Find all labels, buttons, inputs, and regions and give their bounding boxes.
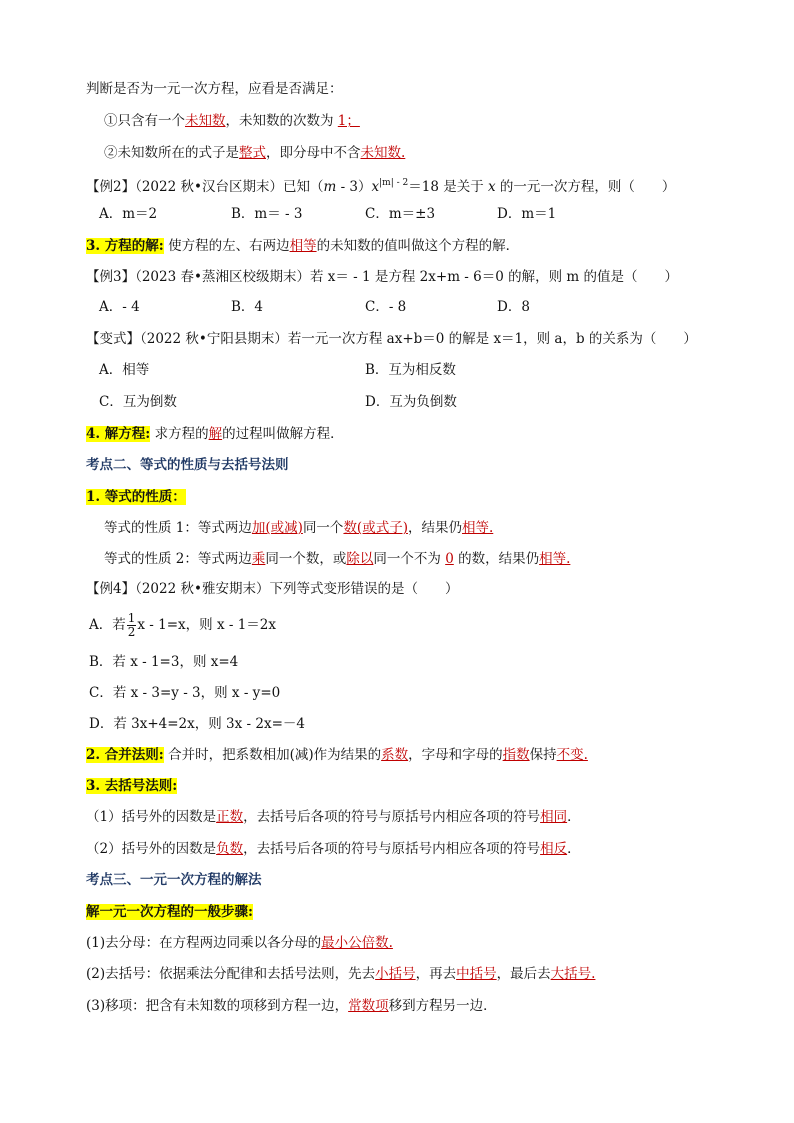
step-1: (1)去分母：在方程两边同乘以各分母的最小公倍数. <box>86 935 393 951</box>
property-2: 等式的性质 2：等式两边乘同一个数，或除以同一个不为 0 的数，结果仍相等. <box>104 551 571 567</box>
option-c: C．互为倒数 <box>99 394 177 410</box>
example-4-option-c: C．若 x - 3=y - 3，则 x - y=0 <box>89 685 281 701</box>
intro-text: 判断是否为一元一次方程，应看是否满足： <box>86 81 343 97</box>
example-4-option-a: A．若 $\frac{1}{2}$ x - 1=x，则 x - 1＝2x <box>89 611 277 639</box>
fraction: $\frac{1}{2}$ <box>127 611 136 639</box>
option-c: C．- 8 <box>365 299 407 315</box>
example-4-option-b: B．若 x - 1=3，则 x=4 <box>89 654 239 670</box>
merge-rule: 2. 合并法则: 合并时，把系数相加(减)作为结果的系数，字母和字母的指数保持不变. <box>86 747 588 763</box>
option-a: A．- 4 <box>99 299 140 315</box>
option-b: B．互为相反数 <box>365 362 456 378</box>
option-a: A．m＝2 <box>99 206 158 222</box>
properties-title: 1. 等式的性质： <box>86 489 186 505</box>
option-c: C．m＝±3 <box>365 206 436 222</box>
bracket-rule-1: （1）括号外的因数是正数，去括号后各项的符号与原括号内相应各项的符号相同． <box>86 809 581 825</box>
section-heading-2: 考点二、等式的性质与去括号法则 <box>86 457 289 473</box>
option-b: B．m＝ - 3 <box>231 206 303 222</box>
solve-definition: 4. 解方程: 求方程的解的过程叫做解方程． <box>86 426 344 442</box>
option-d: D．8 <box>497 299 530 315</box>
option-a: A．相等 <box>99 362 150 378</box>
solution-definition: 3. 方程的解: 使方程的左、右两边相等的未知数的值叫做这个方程的解． <box>86 238 520 254</box>
property-1: 等式的性质 1：等式两边加(或减)同一个数(或式子)，结果仍相等. <box>104 520 494 536</box>
example-3-question: 【例3】（2023 春•蒸湘区校级期末）若 x＝ - 1 是方程 2x+m - 6＝0 的解，则 m 的值是（ ） <box>86 269 678 285</box>
example-4-option-d: D．若 3x+4=2x，则 3x - 2x=－4 <box>89 716 305 732</box>
step-3: (3)移项：把含有未知数的项移到方程一边，常数项移到方程另一边． <box>86 998 497 1014</box>
variant-question: 【变式】（2022 秋•宁阳县期末）若一元一次方程 ax+b＝0 的解是 x＝1，则 a，b 的关系为（ ） <box>86 331 697 347</box>
bracket-rule-2: （2）括号外的因数是负数，去括号后各项的符号与原括号内相应各项的符号相反． <box>86 841 581 857</box>
option-d: D．互为负倒数 <box>365 394 457 410</box>
condition-1: ①只含有一个未知数，未知数的次数为 1； <box>104 113 360 129</box>
example-2-question: 【例2】（2022 秋•汉台区期末）已知$(m - 3)x^{|m| - 2}=18$ 是关于 x 的一元一次方程，则（ ） <box>86 178 676 195</box>
section-heading-3: 考点三、一元一次方程的解法 <box>86 872 262 888</box>
example-4-question: 【例4】（2022 秋•雅安期末）下列等式变形错误的是（ ） <box>86 581 459 597</box>
steps-title: 解一元一次方程的一般步骤: <box>86 904 253 920</box>
option-b: B．4 <box>231 299 264 315</box>
option-d: D．m＝1 <box>497 206 557 222</box>
bracket-rules-title: 3. 去括号法则: <box>86 778 178 794</box>
step-2: (2)去括号：依据乘法分配律和去括号法则，先去小括号，再去中括号，最后去大括号. <box>86 966 596 982</box>
condition-2: ②未知数所在的式子是整式，即分母中不含未知数. <box>104 145 406 161</box>
